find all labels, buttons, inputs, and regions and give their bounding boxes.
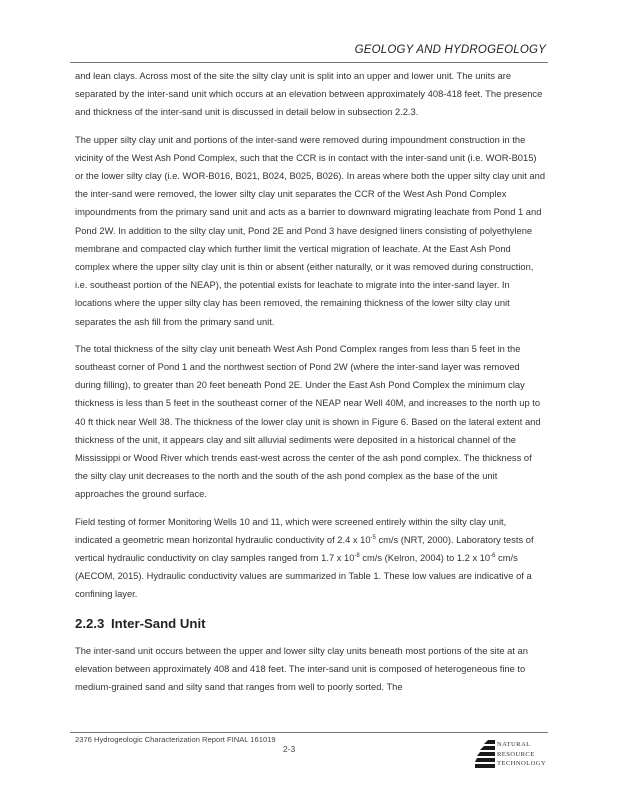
paragraph-inter-sand: The inter-sand unit occurs between the upper and lower silty clay units beneath most portions of the site at an elevation between approximately 408 and 418 feet. The inter-sand unit is composed of heterogeneous fine to medium-grained sand and silty sand that ranges from well to poorly sorted. The — [75, 645, 528, 693]
conductivity-text-3: cm/s (Kelron, 2004) to 1.2 x 10 — [359, 553, 491, 564]
conductivity-text-2: cm/s (NRT, 2000). Laboratory tests of vertical hydraulic conductivity on clay samples ranged from 1.7 x 10 — [75, 534, 534, 564]
logo-wordmark — [497, 740, 546, 769]
paragraph-clay-thickness: The total thickness of the silty clay unit beneath West Ash Pond Complex ranges from less than 5 feet in the southeast corner of Pond 1 and the northwest section of Pond 2W (where the inter-sand layer was removed during filling), to greater than 20 feet beneath Pond 2E. Under the East Ash Pond Complex the minimum clay thickness is less than 5 feet in the southeast corner of the NEAP near Well 40M, and increases to the north up to 40 ft thick near Well 38. The thickness of the lower clay unit is shown in Figure 6. Based on the lateral extent and thickness of the unit, it appears clay and silt alluvial sediments were deposited in a historical channel of the Mississippi or Wood River which trends east-west across the center of the ash pond complex. The thickness of the silty clay unit decreases to the north and the south of the ash pond complex as the base of the unit approaches the ground surface. — [75, 343, 541, 500]
header-rule — [70, 62, 548, 63]
footer-report-title: 2376 Hydrogeologic Characterization Report FINAL 161019 — [75, 735, 276, 744]
page-number: 2-3 — [283, 744, 296, 754]
paragraph-upper-clay-removal: The upper silty clay unit and portions of the inter-sand were removed during impoundment construction in the vicinity of the West Ash Pond Complex, such that the CCR is in contact with the inter-sand unit (i.e. WOR-B015) or the lower silty clay (i.e. WOR-B016, B021, B024, B025, B026). In areas where both the upper silty clay unit and the inter-sand were removed, the lower silty clay unit separates the CCR of the West Ash Pond Complex impoundments from the primary sand unit and acts as a barrier to downward migrating leachate from Pond 1 and Pond 2W. In addition to the silty clay unit, Pond 2E and Pond 3 have designed liners consisting of polyethylene membrane and compacted clay which further limit the vertical migration of leachate. At the East Ash Pond complex where the upper silty clay unit is thin or absent (either naturally, or it was removed during construction, i.e. southeast portion of the NEAP), the potential exists for leachate to migrate into the inter-sand layer. In locations where the upper silty clay has been removed, the remaining thickness of the lower silty clay unit separates the ash fill from the primary sand unit. — [75, 134, 546, 327]
company-logo — [474, 737, 548, 777]
logo-stripes-icon — [474, 737, 496, 771]
logo-line-natural: NATURAL — [497, 741, 531, 748]
conductivity-text-1: Field testing of former Monitoring Wells 10 and 11, which were screened entirely within the silty clay unit, indicated a geometric mean horizontal hydraulic conductivity of 2.4 x 10 — [75, 516, 507, 545]
section-number: 2.2.3 — [75, 615, 105, 631]
exponent-3: -6 — [490, 553, 496, 560]
exponent-1: -5 — [370, 534, 376, 541]
conductivity-text-4: cm/s (AECOM, 2015). Hydraulic conductivity values are summarized in Table 1. These low values are indicative of a confining layer. — [75, 553, 532, 600]
exponent-2: -8 — [354, 553, 360, 560]
footer-rule — [70, 732, 548, 733]
section-heading — [75, 616, 546, 631]
running-header: GEOLOGY AND HYDROGEOLOGY — [354, 44, 546, 56]
page-body — [75, 67, 546, 705]
paragraph-hydraulic-conductivity — [75, 513, 546, 604]
paragraph-silty-clay-split: and lean clays. Across most of the site the silty clay unit is split into an upper and lower unit. The units are separated by the inter-sand unit which occurs at an elevation between approximately 408-418 feet. The presence and thickness of the inter-sand unit is discussed in detail below in subsection 2.2.3. — [75, 71, 543, 118]
logo-line-resource: RESOURCE — [497, 750, 535, 758]
section-title: Inter-Sand Unit — [111, 615, 206, 631]
logo-line-technology: TECHNOLOGY — [497, 760, 547, 767]
